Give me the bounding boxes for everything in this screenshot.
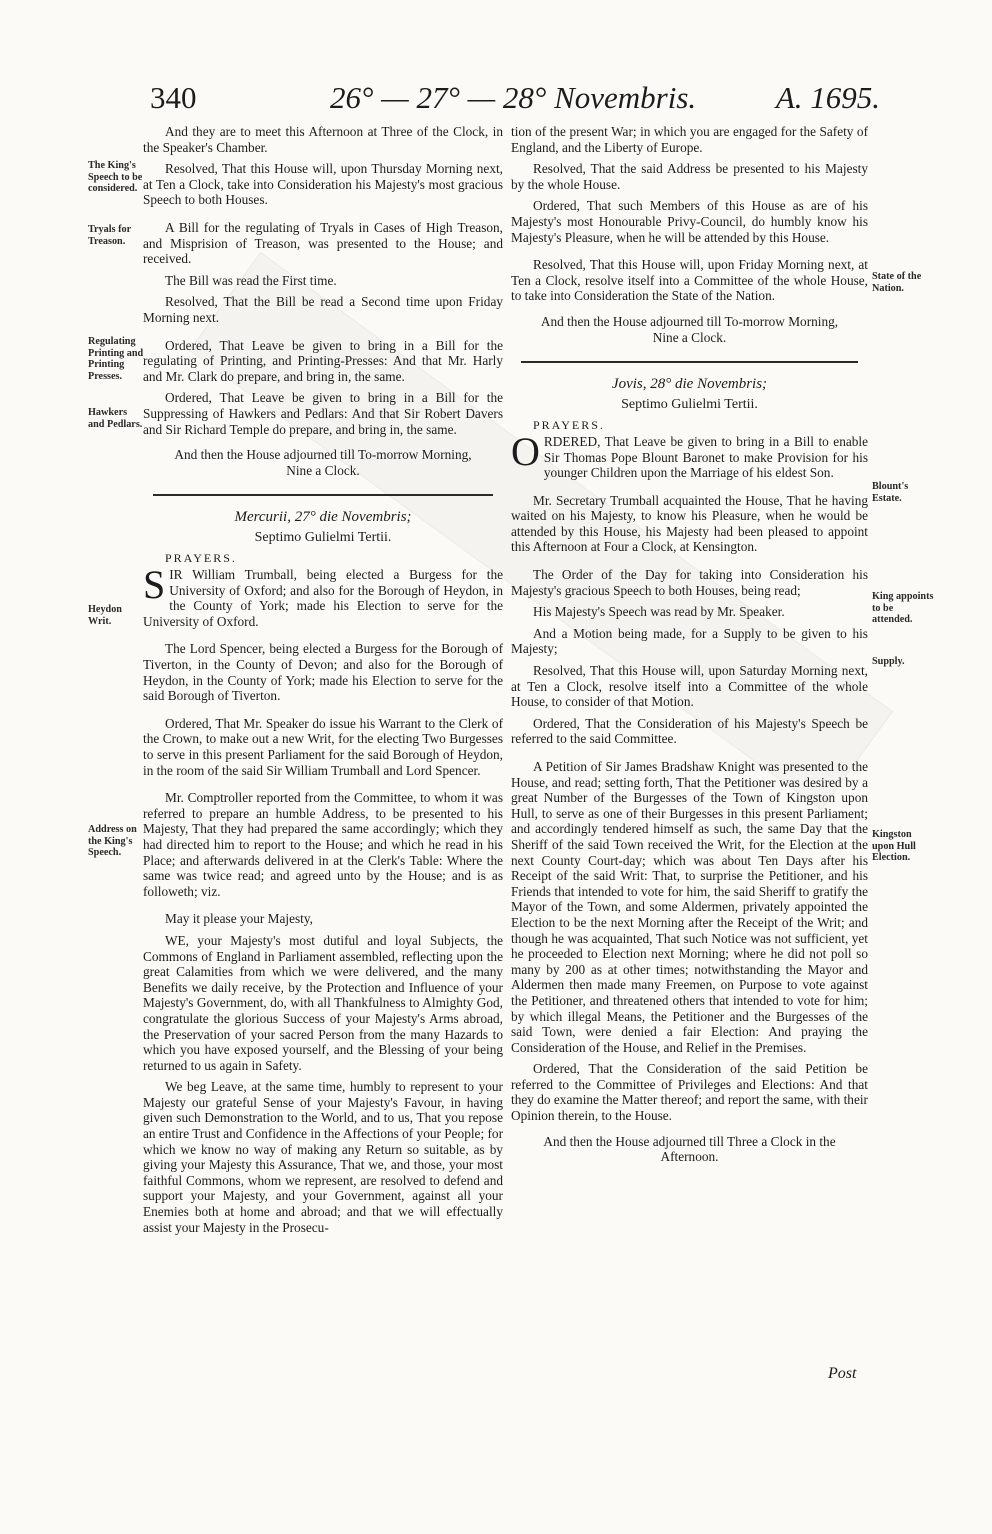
header-dates: 26° — 27° — 28° Novembris. (330, 80, 697, 115)
margin-note-heydon: Heydon Writ. (88, 604, 122, 627)
paragraph: Resolved, That this House will, upon Thursday Morning next, at Ten a Clock, take into Consideration his Majesty's most gracious Speech to both Houses. (143, 161, 503, 208)
paragraph: And they are to meet this Afternoon at Three of the Clock, in the Speaker's Chamber. (143, 124, 503, 155)
paragraph: Ordered, That the Consideration of his Majesty's Speech be referred to the said Committee. (511, 715, 868, 747)
paragraph: We beg Leave, at the same time, humbly to represent to your Majesty our grateful Sense of your Majesty's Favour, in having given such Demonstration to the World, and to us, That you repose an entire Trust and Confidence in the Affections of your People; for which we know no way of making any Return so suitable, as by giving your Majesty this Assurance, That we, and those, your most faithful Commons, whom we represent, are resolved to defend and support your Majesty, and your Government, against all your Enemies both at home and abroad; and that we will effectually assist your Majesty in the Prosecu- (143, 1079, 503, 1235)
margin-note-address: Address on the King's Speech. (88, 824, 137, 858)
paragraph: Resolved, That this House will, upon Saturday Morning next, at Ten a Clock, resolve itself into a Committee of the whole House, to consider of that Motion. (511, 663, 868, 710)
prayers-label: PRAYERS. (533, 418, 605, 433)
left-column (143, 124, 503, 1241)
paragraph-text: RDERED, That Leave be given to bring in a Bill to enable Sir Thomas Pope Blount Baronet to make Provision for his younger Children upon the Marriage of his eldest Son. (543, 433, 868, 481)
paragraph: And a Motion being made, for a Supply to be given to his Majesty; (511, 625, 868, 657)
paragraph: Resolved, That this House will, upon Friday Morning next, at Ten a Clock, resolve itself into a Committee of the whole House, to take into Consideration the State of the Nation. (511, 257, 868, 304)
paragraph: Mr. Secretary Trumball acquainted the House, That he having waited on his Majesty, to know his Pleasure, when he would be attended by this House, his Majesty had been pleased to appoint this Afternoon at Four a Clock, at Kensington. (511, 492, 868, 555)
page-number: 340 (150, 80, 197, 115)
drop-cap: S (143, 562, 166, 608)
paragraph: A Petition of Sir James Bradshaw Knight was presented to the House, and read; setting forth, That the Petitioner was desired by a great Number of the Burgesses of the Town of Kingston upon Hull, to serve as one of their Burgesses in this present Parliament; and accordingly tendered himself as such, the same Day that the Sheriff of the said Town received the Writ, for the Election at the next County Court-day; which was about Ten Days after his Receipt of the said Writ: That, to surprise the Petitioner, and his Friends that intended to vote for him, the said Sheriff to gratify the Mayor of the Town, and some Aldermen, privately appointed the Election to be the next Morning after the Receipt of the Writ; and though he was acquainted, That such Notice was not sufficient, yet he proceeded to Election next Morning; where he did not poll so many by 200 as at other times; notwithstanding the Mayor and Aldermen then made many Freemen, on Purpose to vote against the Petitioner, and threatened others that intended to vote for him; by which illegal Means, the Petitioner and the Burgesses of the said Town, were denied a fair Election: And praying the Consideration of the House, and Relief in the Premises. (511, 759, 868, 1055)
margin-note-appoints: King appoints to be attended. (872, 591, 934, 625)
prayers-label: PRAYERS. (165, 551, 237, 566)
paragraph: WE, your Majesty's most dutiful and loyal Subjects, the Commons of England in Parliament assembled, reflecting upon the great Calamities from which we were delivered, and the many Benefits we daily receive, by the Protection and Influence of your Majesty's Government, do, with all Thankfulness to Almighty God, congratulate the glorious Success of your Majesty's Arms abroad, the Preservation of your sacred Person from the many Hazards to which you have exposed yourself, and the Blessing of your being returned to us again in Safety. (143, 932, 503, 1073)
page-header (150, 78, 880, 128)
paragraph: Ordered, That the Consideration of the said Petition be referred to the Committee of Privileges and Elections: And that they do examine the Matter thereof; and report the same, with their Opinion therein, to the House. (511, 1061, 868, 1124)
paragraph: The Bill was read the First time. (165, 272, 337, 288)
paragraph: Ordered, That such Members of this House as are of his Majesty's most Honourable Privy-Council, do humbly know his Majesty's Pleasure, when he will be attended by this House. (511, 198, 868, 245)
paragraph: Ordered, That Leave be given to bring in a Bill for the Suppressing of Hawkers and Pedlars: And that Sir Robert Davers and Sir Richard Temple do prepare, and bring in, the same. (143, 390, 503, 437)
paragraph (143, 562, 503, 629)
adjournment: And then the House adjourned till To-morrow Morning, Nine a Clock. (540, 313, 839, 345)
paragraph: A Bill for the regulating of Tryals in Cases of High Treason, and Misprision of Treason, was presented to the House; and received. (143, 219, 503, 267)
section-divider (153, 494, 493, 496)
adjournment: And then the House adjourned till To-morrow Morning, Nine a Clock. (174, 447, 472, 478)
margin-note-blount: Blount's Estate. (872, 481, 909, 504)
margin-note-state-nation: State of the Nation. (872, 271, 922, 294)
margin-note-hawkers: Hawkers and Pedlars. (88, 407, 143, 430)
paragraph: The Order of the Day for taking into Consideration his Majesty's gracious Speech to both Houses, being read; (511, 567, 868, 598)
paragraph (511, 428, 868, 481)
catchword: Post (828, 1365, 857, 1382)
paragraph: Ordered, That Mr. Speaker do issue his Warrant to the Clerk of the Crown, to make out a new Writ, for the electing Two Burgesses to serve in this present Parliament for the said Borough of Heydon, in the room of the said Sir William Trumball and Lord Spencer. (143, 715, 503, 778)
right-column (511, 124, 868, 1175)
margin-note-tryals: Tryals for Treason. (88, 224, 131, 247)
paragraph: Mr. Comptroller reported from the Committee, to whom it was referred to prepare an humble Address, to be presented to his Majesty, That they had prepared the same accordingly; which they had directed him to report to the House; and which he read in his Place; and afterwards delivered in at the Clerk's Table: Where the same was twice read; and agreed unto by the House; and is as followeth; viz. (143, 790, 503, 899)
paragraph-text: IR William Trumball, being elected a Burgess for the University of Oxford; and also for the Borough of Heydon, in the County of York; made his Election to serve for the University of Oxford. (143, 567, 503, 629)
session-heading: Septimo Gulielmi Tertii. (621, 396, 758, 412)
margin-note-kingston: Kingston upon Hull Election. (872, 829, 916, 863)
paragraph: The Lord Spencer, being elected a Burgess for the Borough of Tiverton, in the County of Devon; and also for the Borough of Heydon, in the County of York; made his Election to serve for the said Borough of Tiverton. (143, 641, 503, 704)
paragraph: Ordered, That Leave be given to bring in a Bill for the regulating of Printing, and Printing-Presses: And that Mr. Harly and Mr. Clark do prepare, and bring in, the same. (143, 337, 503, 384)
session-heading: Septimo Gulielmi Tertii. (254, 529, 392, 545)
margin-note-supply: Supply. (872, 656, 905, 667)
paragraph: His Majesty's Speech was read by Mr. Speaker. (533, 604, 785, 620)
margin-note-kings-speech: The King's Speech to be considered. (88, 160, 143, 194)
adjournment: And then the House adjourned till Three a Clock in the Afternoon. (543, 1133, 836, 1165)
day-heading: Jovis, 28° die Novembris; (611, 376, 768, 393)
margin-note-printing: Regulating Printing and Printing Presses. (88, 336, 144, 382)
header-year: A. 1695. (775, 80, 880, 115)
drop-cap: O (511, 428, 540, 474)
paragraph: May it please your Majesty, (165, 911, 313, 927)
paragraph: Resolved, That the Bill be read a Second time upon Friday Morning next. (143, 294, 503, 325)
paragraph: tion of the present War; in which you are engaged for the Safety of England, and the Liberty of Europe. (511, 124, 868, 155)
day-heading: Mercurii, 27° die Novembris; (234, 509, 412, 526)
paragraph: Resolved, That the said Address be presented to his Majesty by the whole House. (511, 161, 868, 192)
section-divider (521, 361, 858, 363)
